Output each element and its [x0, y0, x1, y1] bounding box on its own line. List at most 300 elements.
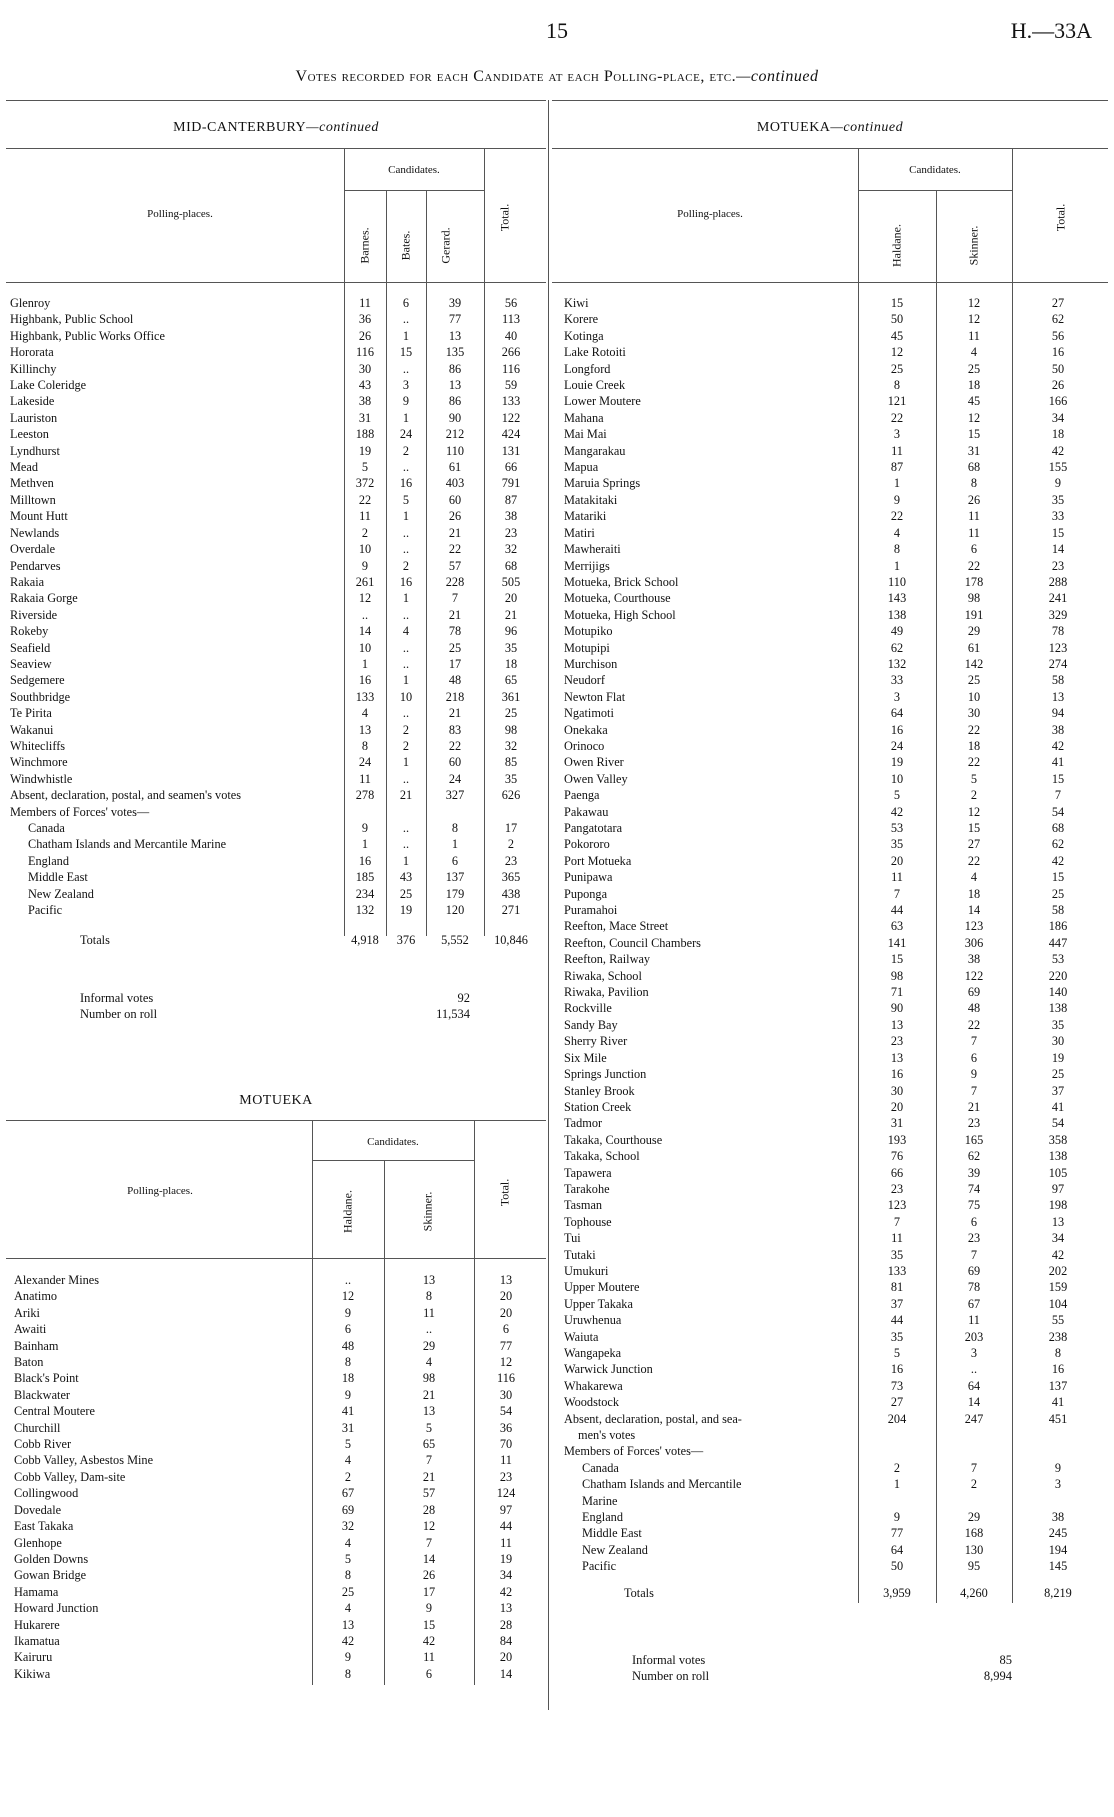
table-row — [14, 1617, 538, 1633]
vote-count-cell: 376 — [396, 933, 416, 948]
vote-count-cell: 65 — [504, 673, 518, 688]
place-name-cell: Hamama — [14, 1584, 59, 1599]
vote-count-cell: 77 — [890, 1526, 904, 1541]
mo2-informal-value: 85 — [999, 1653, 1012, 1667]
mc-col-bates: Bates. — [398, 230, 413, 261]
mo1-polling-label: Polling-places. — [127, 1185, 193, 1197]
page-title-suffix: —continued — [736, 68, 819, 85]
page-number: 15 — [546, 18, 568, 43]
vote-count-cell: 9 — [893, 492, 901, 507]
place-name-cell: Black's Point — [14, 1371, 79, 1386]
vote-count-cell: 271 — [501, 903, 521, 918]
table-row — [564, 689, 1104, 705]
vote-count-cell: 5 — [425, 1420, 433, 1435]
vote-count-cell: 7 — [970, 1247, 978, 1262]
vote-count-cell: 5 — [893, 1346, 901, 1360]
table-row — [564, 1181, 1104, 1197]
vote-count-cell: 21 — [504, 607, 518, 622]
table-row — [10, 393, 538, 409]
vote-count-cell: 75 — [967, 1198, 981, 1213]
vote-count-cell: 13 — [448, 328, 462, 343]
vote-count-cell: 278 — [355, 788, 375, 803]
place-name-cell: Churchill — [14, 1420, 61, 1435]
vote-count-cell: 18 — [1051, 427, 1065, 442]
vote-count-cell: 65 — [422, 1437, 436, 1452]
vote-count-cell: 33 — [890, 673, 904, 688]
vote-count-cell: 83 — [448, 722, 462, 737]
vote-count-cell: 22 — [967, 1017, 981, 1032]
vote-count-cell: 5 — [344, 1437, 352, 1452]
table-row — [564, 1099, 1104, 1115]
vote-count-cell: 8 — [344, 1666, 352, 1681]
place-name-cell: Howard Junction — [14, 1601, 99, 1616]
place-name-cell: Lakeside — [10, 394, 55, 409]
vote-count-cell: 14 — [1051, 542, 1065, 557]
table-row — [564, 1279, 1104, 1295]
place-name-cell: Riwaka, School — [564, 968, 642, 983]
table-row — [564, 508, 1104, 524]
table-row — [564, 902, 1104, 918]
mc-col-barnes: Barnes. — [357, 227, 372, 264]
table-row — [10, 787, 538, 803]
vote-count-cell: 42 — [422, 1633, 436, 1648]
vote-count-cell: 31 — [967, 443, 981, 458]
place-name-cell: Takaka, School — [564, 1149, 640, 1164]
vote-count-cell: 11 — [423, 1650, 435, 1665]
place-name-cell: Sandy Bay — [564, 1017, 618, 1032]
vote-count-cell: 77 — [499, 1338, 513, 1353]
vote-count-cell: 41 — [1051, 755, 1065, 770]
vote-count-cell: 4 — [425, 1355, 433, 1370]
table-row — [564, 640, 1104, 656]
vote-count-cell: 193 — [887, 1132, 907, 1147]
vote-count-cell: 137 — [1048, 1378, 1068, 1393]
place-name-cell: Cobb River — [14, 1437, 72, 1452]
vote-count-cell: 22 — [967, 853, 981, 868]
vote-count-cell: 141 — [887, 935, 907, 950]
table-row — [14, 1567, 538, 1583]
place-name-cell: Sherry River — [564, 1034, 628, 1049]
table-row — [14, 1600, 538, 1616]
place-name-cell: Lake Rotoiti — [564, 345, 626, 360]
place-name-cell: Mahana — [564, 410, 604, 425]
table-row — [564, 1033, 1104, 1049]
place-name-cell: Matiri — [564, 525, 595, 540]
place-name-cell: Reefton, Mace Street — [564, 919, 669, 934]
place-name-cell: Tasman — [564, 1198, 603, 1213]
vote-count-cell: 2 — [893, 1460, 901, 1475]
vote-count-cell: 28 — [499, 1617, 513, 1632]
place-name-cell: Lauriston — [10, 410, 58, 425]
vote-count-cell: 56 — [1051, 328, 1065, 343]
vote-count-cell: 1 — [361, 837, 369, 852]
place-name-cell: Puramahoi — [564, 903, 618, 918]
vote-count-cell: 22 — [448, 738, 462, 753]
vote-count-cell: 34 — [499, 1568, 513, 1583]
vote-count-cell: 10 — [358, 640, 372, 655]
table-row — [564, 410, 1104, 426]
place-name-cell: Umukuri — [564, 1263, 609, 1278]
vote-count-cell: 6 — [451, 853, 459, 868]
vote-count-cell: 8 — [1054, 1346, 1062, 1360]
table-row — [564, 426, 1104, 442]
vote-count-cell: 15 — [1051, 525, 1065, 540]
vote-count-cell: 4,260 — [960, 1586, 988, 1601]
vote-count-cell: 30 — [1051, 1034, 1065, 1049]
vote-count-cell: 48 — [448, 673, 462, 688]
vote-count-cell: 4 — [970, 870, 978, 885]
vote-count-cell: 4 — [893, 525, 901, 540]
mo2-roll-label: Number on roll — [632, 1669, 710, 1683]
vote-count-cell: 62 — [967, 1149, 981, 1164]
vote-count-cell: 26 — [967, 492, 981, 507]
table-row — [564, 1460, 1104, 1476]
vote-count-cell: 32 — [341, 1519, 355, 1534]
vote-count-cell: 14 — [967, 903, 981, 918]
place-name-cell: Kairuru — [14, 1650, 53, 1665]
vote-count-cell: 45 — [890, 328, 904, 343]
vote-count-cell: 198 — [1048, 1198, 1068, 1213]
place-name-cell: Highbank, Public School — [10, 312, 134, 327]
vote-count-cell: 11 — [968, 1313, 980, 1328]
place-name-cell: Highbank, Public Works Office — [10, 328, 165, 343]
place-name-cell: Tadmor — [564, 1116, 603, 1131]
vote-count-cell: 17 — [422, 1584, 436, 1599]
place-name-cell: East Takaka — [14, 1519, 74, 1534]
vote-count-cell: 204 — [887, 1411, 907, 1426]
vote-count-cell: 194 — [1048, 1542, 1068, 1557]
vote-count-cell: 31 — [341, 1420, 355, 1435]
table-row — [564, 574, 1104, 590]
mc-col-gerard: Gerard. — [438, 227, 453, 264]
place-name-cell: Central Moutere — [14, 1404, 95, 1419]
vote-count-cell: 4 — [344, 1535, 352, 1550]
vote-count-cell: 15 — [890, 952, 904, 967]
vote-count-cell: 16 — [890, 1067, 904, 1082]
place-name-cell: Members of Forces' votes— — [564, 1444, 704, 1459]
mc-votes-table — [10, 295, 538, 958]
table-row — [564, 377, 1104, 393]
place-name-cell: Winchmore — [10, 755, 68, 770]
vote-count-cell: 77 — [448, 312, 462, 327]
mo1-col-haldane: Haldane. — [340, 1190, 355, 1233]
vote-count-cell: 27 — [1051, 296, 1065, 310]
vote-count-cell: 11 — [500, 1453, 512, 1468]
table-row — [10, 640, 538, 656]
place-name-cell: Rockville — [564, 1001, 612, 1016]
table-row — [14, 1452, 538, 1468]
vote-count-cell: 25 — [341, 1584, 355, 1599]
vote-count-cell: 7 — [893, 1214, 901, 1229]
vote-count-cell: 50 — [890, 1559, 904, 1574]
mo2-table-body — [564, 295, 1104, 1609]
vote-count-cell: 14 — [967, 1395, 981, 1410]
vote-count-cell: 358 — [1048, 1132, 1068, 1147]
vote-count-cell: 16 — [890, 722, 904, 737]
table-row — [10, 623, 538, 639]
vote-count-cell: 21 — [448, 525, 462, 540]
place-name-cell: Lower Moutere — [564, 394, 641, 409]
vote-count-cell: 30 — [499, 1387, 513, 1402]
table-row — [10, 541, 538, 557]
totals-row — [10, 918, 538, 958]
vote-count-cell: 35 — [890, 837, 904, 852]
vote-count-cell: 23 — [504, 525, 518, 540]
vote-count-cell: 22 — [890, 410, 904, 425]
vote-count-cell: 9 — [361, 558, 369, 573]
vote-count-cell: 7 — [425, 1453, 433, 1468]
table-row — [10, 656, 538, 672]
vote-count-cell: 9 — [402, 394, 410, 409]
vote-count-cell: 11 — [500, 1535, 512, 1550]
place-name-cell: Merrijigs — [564, 558, 610, 573]
vote-count-cell: 1 — [402, 328, 410, 343]
place-name-cell: Glenhope — [14, 1535, 62, 1550]
vote-count-cell: 53 — [1051, 952, 1065, 967]
vote-count-cell: 87 — [890, 460, 904, 475]
vote-count-cell: 5 — [893, 788, 901, 803]
place-name-cell: Takaka, Courthouse — [564, 1132, 663, 1147]
table-row — [564, 558, 1104, 574]
mo2-heading-text: MOTUEKA — [756, 120, 831, 135]
vote-count-cell: 62 — [1051, 312, 1065, 327]
mc-informal-label: Informal votes — [80, 991, 154, 1005]
vote-count-cell: 2 — [507, 837, 515, 852]
vote-count-cell: 8,219 — [1044, 1586, 1072, 1601]
table-row — [564, 771, 1104, 787]
vote-count-cell: 96 — [504, 624, 518, 639]
vote-count-cell: 218 — [445, 689, 465, 704]
vote-count-cell: 1 — [361, 656, 369, 671]
vote-count-cell: 69 — [341, 1502, 355, 1517]
place-name-cell: Sedgemere — [10, 673, 65, 688]
vote-count-cell: 66 — [504, 460, 518, 475]
vote-count-cell: 58 — [1051, 903, 1065, 918]
vote-count-cell: .. — [402, 706, 410, 721]
vote-count-cell: 60 — [448, 755, 462, 770]
table-row — [10, 869, 538, 885]
vote-count-cell: 306 — [964, 935, 984, 950]
place-name-cell: New Zealand — [582, 1542, 648, 1557]
table-row — [564, 1361, 1104, 1377]
vote-count-cell: 10 — [358, 542, 372, 557]
vote-count-cell: 12 — [499, 1355, 513, 1370]
vote-count-cell: 40 — [504, 328, 518, 343]
vote-count-cell: 36 — [358, 312, 372, 327]
vote-count-cell: 29 — [967, 1510, 981, 1525]
vote-count-cell: 9 — [344, 1305, 352, 1320]
vote-count-cell: 9 — [344, 1387, 352, 1402]
vote-count-cell: 13 — [448, 378, 462, 393]
vote-count-cell: 228 — [445, 574, 465, 589]
vote-count-cell: 78 — [448, 624, 462, 639]
vote-count-cell: 274 — [1048, 656, 1068, 671]
vote-count-cell: 20 — [890, 853, 904, 868]
table-row — [10, 492, 538, 508]
vote-count-cell: 16 — [1051, 345, 1065, 360]
vote-count-cell: 372 — [355, 476, 375, 491]
place-name-cell: Anatimo — [14, 1289, 58, 1304]
vote-count-cell: 105 — [1048, 1165, 1068, 1180]
vote-count-cell: 505 — [501, 574, 521, 589]
place-name-cell: Rakaia — [10, 574, 45, 589]
table-row — [10, 672, 538, 688]
table-row — [564, 1066, 1104, 1082]
vote-count-cell: 132 — [887, 656, 907, 671]
place-name-cell: New Zealand — [28, 886, 94, 901]
mo1-col-total: Total. — [497, 1178, 512, 1207]
vote-count-cell: 21 — [967, 1099, 981, 1114]
vote-count-cell: 18 — [504, 656, 518, 671]
table-row — [564, 1230, 1104, 1246]
vote-count-cell: 6 — [970, 542, 978, 557]
place-name-cell: Milltown — [10, 492, 56, 507]
place-name-cell: Wangapeka — [564, 1346, 622, 1360]
vote-count-cell: .. — [402, 460, 410, 475]
mc-heading-suffix: —continued — [306, 120, 379, 135]
vote-count-cell: 4 — [344, 1453, 352, 1468]
vote-count-cell: 13 — [422, 1273, 436, 1287]
mo1-candidates-rule — [312, 1160, 474, 1161]
mc-polling-label: Polling-places. — [147, 208, 213, 220]
vote-count-cell: 25 — [967, 673, 981, 688]
vote-count-cell: 185 — [355, 870, 375, 885]
vote-count-cell: 138 — [887, 607, 907, 622]
place-name-cell: Dovedale — [14, 1502, 62, 1517]
table-row — [564, 607, 1104, 623]
place-name-cell: Members of Forces' votes— — [10, 804, 150, 819]
table-row — [14, 1354, 538, 1370]
mo2-roll-value: 8,994 — [983, 1669, 1012, 1683]
table-row — [564, 1509, 1104, 1525]
vote-count-cell: 447 — [1048, 935, 1068, 950]
vote-count-cell: 116 — [497, 1371, 515, 1386]
vote-count-cell: 3 — [970, 1346, 978, 1360]
place-name-cell: Punipawa — [564, 870, 613, 885]
vote-count-cell: 9 — [361, 821, 369, 835]
table-row — [564, 1263, 1104, 1279]
vote-count-cell: 15 — [399, 345, 413, 360]
vote-count-cell: 145 — [1048, 1559, 1068, 1574]
place-name-cell: Whitecliffs — [10, 738, 66, 753]
mc-table-body — [10, 295, 538, 958]
place-name-cell: Chatham Islands and Mercantile Marine — [28, 837, 227, 852]
vote-count-cell: 124 — [496, 1486, 516, 1501]
vote-count-cell: 86 — [448, 361, 462, 376]
place-name-cell: Riverside — [10, 607, 58, 622]
place-name-cell: Newton Flat — [564, 689, 626, 704]
place-name-cell: Pangatotara — [564, 821, 623, 835]
place-name-cell: Kikiwa — [14, 1666, 51, 1681]
vote-count-cell: 166 — [1048, 394, 1068, 409]
place-name-cell: Kotinga — [564, 328, 604, 343]
place-name-cell: Baton — [14, 1355, 44, 1370]
table-row — [564, 1525, 1104, 1541]
mc-section-heading — [6, 120, 546, 136]
table-row — [14, 1288, 538, 1304]
vote-count-cell: 11 — [359, 509, 371, 524]
vote-count-cell: 16 — [399, 476, 413, 491]
vote-count-cell: 2 — [344, 1469, 352, 1484]
vote-count-cell: 41 — [1051, 1395, 1065, 1410]
vote-count-cell: 12 — [341, 1289, 355, 1304]
table-row — [564, 787, 1104, 803]
mc-informal-value: 92 — [457, 991, 470, 1005]
table-row — [564, 672, 1104, 688]
table-row — [10, 705, 538, 721]
vote-count-cell: 191 — [964, 607, 984, 622]
vote-count-cell: 21 — [422, 1469, 436, 1484]
vote-count-cell: 63 — [890, 919, 904, 934]
vote-count-cell: 11 — [968, 525, 980, 540]
table-row — [564, 1017, 1104, 1033]
table-row — [10, 886, 538, 902]
vote-count-cell: 50 — [1051, 361, 1065, 376]
vote-count-cell: 327 — [445, 788, 465, 803]
table-row — [564, 492, 1104, 508]
vote-count-cell: 23 — [890, 1181, 904, 1196]
place-name-cell: Cobb Valley, Asbestos Mine — [14, 1453, 154, 1468]
place-name-cell: Tarakohe — [564, 1181, 610, 1196]
table-row — [14, 1420, 538, 1436]
mo2-header-top-rule — [552, 148, 1108, 149]
place-name-cell: Windwhistle — [10, 771, 73, 786]
vote-count-cell: 25 — [890, 361, 904, 376]
table-row — [564, 1165, 1104, 1181]
vote-count-cell: 35 — [504, 640, 518, 655]
vote-count-cell: 16 — [1051, 1362, 1065, 1377]
place-name-cell: Upper Moutere — [564, 1280, 640, 1295]
vote-count-cell: 220 — [1048, 968, 1068, 983]
table-row — [10, 771, 538, 787]
absent-votes-row — [564, 1411, 1104, 1427]
table-row — [564, 443, 1104, 459]
place-name-cell: Motupiko — [564, 624, 613, 639]
vote-count-cell: .. — [402, 525, 410, 540]
table-row — [564, 820, 1104, 836]
vote-count-cell: 32 — [504, 542, 518, 557]
vote-count-cell: 365 — [501, 870, 521, 885]
vote-count-cell: 10 — [967, 689, 981, 704]
vote-count-cell: 203 — [964, 1329, 984, 1344]
vote-count-cell: 54 — [1051, 1116, 1065, 1131]
table-row — [14, 1436, 538, 1452]
table-row — [10, 820, 538, 836]
place-name-cell: Mapua — [564, 460, 599, 475]
table-row — [564, 886, 1104, 902]
forces-label-cont — [564, 1493, 1104, 1509]
place-name-cell: Waiuta — [564, 1329, 599, 1344]
vote-count-cell: 61 — [448, 460, 462, 475]
place-name-cell: Warwick Junction — [564, 1362, 653, 1377]
place-name-cell: Motueka, High School — [564, 607, 676, 622]
vote-count-cell: 123 — [964, 919, 984, 934]
mc-col-total: Total. — [497, 203, 512, 232]
vote-count-cell: 7 — [451, 591, 459, 606]
place-name-cell: Golden Downs — [14, 1551, 89, 1566]
place-name-cell: Bainham — [14, 1338, 59, 1353]
vote-count-cell: 21 — [448, 607, 462, 622]
vote-count-cell: 38 — [358, 394, 372, 409]
vote-count-cell: 20 — [499, 1305, 513, 1320]
vote-count-cell: 71 — [890, 985, 904, 1000]
table-row — [10, 525, 538, 541]
vote-count-cell: 44 — [499, 1519, 513, 1534]
place-name-cell: Pakawau — [564, 804, 609, 819]
vote-count-cell: 45 — [967, 394, 981, 409]
mc-summary — [80, 990, 480, 1022]
table-row — [14, 1338, 538, 1354]
